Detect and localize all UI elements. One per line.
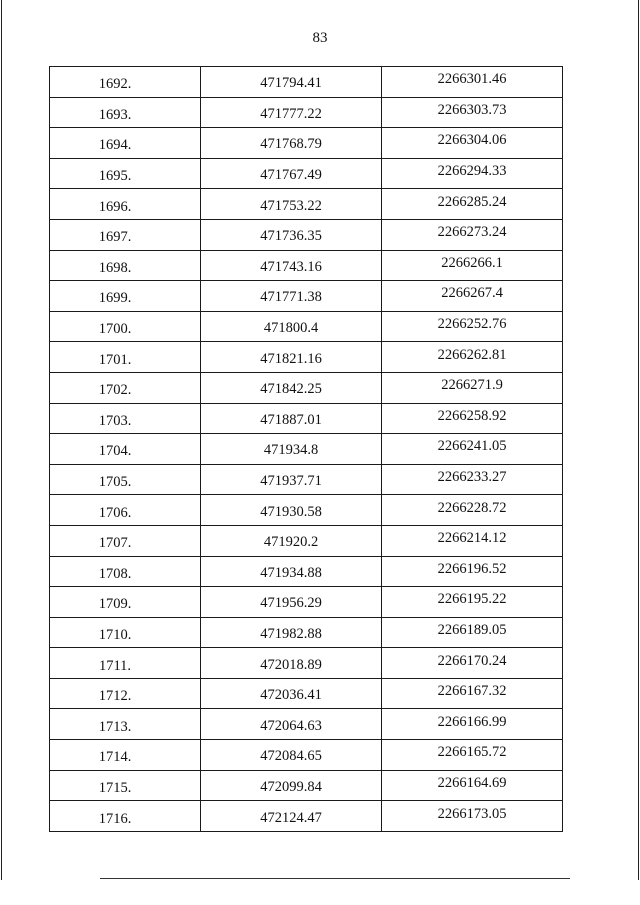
point-number-cell [50, 281, 201, 312]
y-coordinate-value: 2266233.27 [437, 469, 507, 486]
point-number-cell [50, 740, 201, 771]
y-coordinate-cell [382, 770, 563, 801]
x-coordinate-cell [201, 648, 382, 679]
table-row [50, 372, 563, 403]
y-coordinate-cell [382, 709, 563, 740]
table-row [50, 525, 563, 556]
y-coordinate-cell [382, 97, 563, 128]
y-coordinate-cell [382, 189, 563, 220]
x-coordinate-value: 471794.41 [260, 75, 322, 92]
table-row [50, 158, 563, 189]
point-number-value: 1692. [98, 76, 132, 93]
point-number-cell [50, 372, 201, 403]
y-coordinate-value: 2266301.46 [437, 71, 507, 88]
x-coordinate-value: 471753.22 [260, 197, 322, 214]
x-coordinate-value: 471842.25 [260, 381, 322, 398]
x-coordinate-cell [201, 587, 382, 618]
y-coordinate-cell [382, 372, 563, 403]
point-number-value: 1703. [98, 412, 132, 429]
y-coordinate-cell [382, 617, 563, 648]
table-row [50, 801, 563, 832]
x-coordinate-cell [201, 67, 382, 98]
table-row [50, 648, 563, 679]
table-row [50, 617, 563, 648]
y-coordinate-cell [382, 434, 563, 465]
point-number-cell [50, 525, 201, 556]
point-number-cell [50, 311, 201, 342]
y-coordinate-value: 2266164.69 [437, 774, 507, 791]
point-number-value: 1711. [98, 657, 132, 674]
table-row [50, 97, 563, 128]
x-coordinate-value: 471930.58 [260, 503, 322, 520]
y-coordinate-value: 2266304.06 [437, 132, 507, 149]
table-row [50, 189, 563, 220]
x-coordinate-cell [201, 740, 382, 771]
x-coordinate-cell [201, 525, 382, 556]
point-number-value: 1706. [98, 504, 132, 521]
x-coordinate-value: 471937.71 [260, 473, 322, 490]
point-number-cell [50, 342, 201, 373]
x-coordinate-cell [201, 403, 382, 434]
x-coordinate-cell [201, 464, 382, 495]
y-coordinate-cell [382, 525, 563, 556]
x-coordinate-value: 471887.01 [260, 411, 322, 428]
point-number-value: 1704. [98, 443, 132, 460]
x-coordinate-cell [201, 434, 382, 465]
point-number-value: 1702. [98, 382, 132, 399]
table-row [50, 250, 563, 281]
point-number-value: 1705. [98, 474, 132, 491]
x-coordinate-cell [201, 372, 382, 403]
x-coordinate-cell [201, 97, 382, 128]
y-coordinate-cell [382, 678, 563, 709]
page-number: 83 [312, 30, 328, 46]
y-coordinate-cell [382, 464, 563, 495]
point-number-cell [50, 434, 201, 465]
y-coordinate-value: 2266266.1 [441, 254, 503, 271]
x-coordinate-value: 471777.22 [260, 105, 322, 122]
x-coordinate-cell [201, 342, 382, 373]
page-border-right [638, 0, 639, 880]
x-coordinate-value: 471767.49 [260, 167, 322, 184]
point-number-value: 1710. [98, 626, 132, 643]
x-coordinate-value: 471956.29 [260, 595, 322, 612]
point-number-cell [50, 801, 201, 832]
y-coordinate-cell [382, 281, 563, 312]
y-coordinate-cell [382, 311, 563, 342]
y-coordinate-value: 2266262.81 [437, 346, 507, 363]
point-number-value: 1698. [98, 259, 132, 276]
y-coordinate-value: 2266228.72 [437, 499, 507, 516]
x-coordinate-value: 471800.4 [263, 320, 319, 337]
x-coordinate-cell [201, 495, 382, 526]
table-row [50, 556, 563, 587]
table-row [50, 709, 563, 740]
point-number-cell [50, 97, 201, 128]
y-coordinate-cell [382, 342, 563, 373]
y-coordinate-value: 2266196.52 [437, 560, 507, 577]
page-border-left [1, 0, 2, 880]
y-coordinate-value: 2266195.22 [437, 591, 507, 608]
point-number-cell [50, 189, 201, 220]
x-coordinate-value: 472124.47 [260, 809, 322, 826]
point-number-cell [50, 495, 201, 526]
point-number-cell [50, 464, 201, 495]
x-coordinate-value: 472018.89 [260, 656, 322, 673]
x-coordinate-value: 471768.79 [260, 136, 322, 153]
y-coordinate-cell [382, 219, 563, 250]
point-number-value: 1712. [98, 688, 132, 705]
table-row [50, 403, 563, 434]
point-number-cell [50, 678, 201, 709]
y-coordinate-value: 2266285.24 [437, 193, 507, 210]
x-coordinate-value: 472064.63 [260, 717, 322, 734]
x-coordinate-cell [201, 709, 382, 740]
y-coordinate-cell [382, 67, 563, 98]
x-coordinate-value: 471982.88 [260, 625, 322, 642]
y-coordinate-value: 2266252.76 [437, 316, 507, 333]
x-coordinate-cell [201, 801, 382, 832]
table-row [50, 678, 563, 709]
table-row [50, 434, 563, 465]
y-coordinate-value: 2266258.92 [437, 407, 507, 424]
point-number-cell [50, 219, 201, 250]
x-coordinate-value: 471934.88 [260, 564, 322, 581]
y-coordinate-value: 2266167.32 [437, 683, 507, 700]
table-row [50, 464, 563, 495]
point-number-value: 1701. [98, 351, 132, 368]
x-coordinate-value: 471736.35 [260, 228, 322, 245]
point-number-value: 1716. [98, 810, 132, 827]
x-coordinate-cell [201, 556, 382, 587]
point-number-value: 1695. [98, 168, 132, 185]
y-coordinate-value: 2266241.05 [437, 438, 507, 455]
x-coordinate-value: 471934.8 [263, 442, 319, 459]
x-coordinate-value: 472084.65 [260, 748, 322, 765]
table-row [50, 311, 563, 342]
point-number-value: 1713. [98, 718, 132, 735]
coordinates-table [49, 66, 563, 832]
y-coordinate-value: 2266273.24 [437, 224, 507, 241]
y-coordinate-cell [382, 250, 563, 281]
x-coordinate-value: 471920.2 [263, 534, 319, 551]
x-coordinate-cell [201, 311, 382, 342]
y-coordinate-cell [382, 587, 563, 618]
x-coordinate-value: 471771.38 [260, 289, 322, 306]
x-coordinate-cell [201, 158, 382, 189]
table-row [50, 281, 563, 312]
y-coordinate-value: 2266170.24 [437, 652, 507, 669]
y-coordinate-value: 2266303.73 [437, 101, 507, 118]
y-coordinate-value: 2266214.12 [437, 530, 507, 547]
point-number-cell [50, 617, 201, 648]
point-number-value: 1699. [98, 290, 132, 307]
point-number-cell [50, 770, 201, 801]
x-coordinate-cell [201, 617, 382, 648]
y-coordinate-cell [382, 740, 563, 771]
y-coordinate-cell [382, 128, 563, 159]
point-number-cell [50, 709, 201, 740]
y-coordinate-cell [382, 158, 563, 189]
table-row [50, 128, 563, 159]
table-row [50, 342, 563, 373]
x-coordinate-cell [201, 678, 382, 709]
point-number-value: 1693. [98, 106, 132, 123]
x-coordinate-cell [201, 250, 382, 281]
point-number-value: 1700. [98, 321, 132, 338]
y-coordinate-value: 2266173.05 [437, 805, 507, 822]
y-coordinate-cell [382, 648, 563, 679]
y-coordinate-value: 2266271.9 [441, 377, 503, 394]
y-coordinate-value: 2266294.33 [437, 163, 507, 180]
table-row [50, 740, 563, 771]
point-number-value: 1707. [98, 535, 132, 552]
point-number-cell [50, 587, 201, 618]
x-coordinate-value: 471743.16 [260, 258, 322, 275]
y-coordinate-cell [382, 801, 563, 832]
page-border-bottom [100, 878, 570, 879]
x-coordinate-value: 472036.41 [260, 687, 322, 704]
x-coordinate-cell [201, 219, 382, 250]
table-row [50, 219, 563, 250]
table-row [50, 495, 563, 526]
y-coordinate-value: 2266189.05 [437, 621, 507, 638]
point-number-value: 1697. [98, 229, 132, 246]
x-coordinate-cell [201, 189, 382, 220]
table-row [50, 770, 563, 801]
table-row [50, 587, 563, 618]
point-number-value: 1694. [98, 137, 132, 154]
point-number-value: 1696. [98, 198, 132, 215]
point-number-value: 1715. [98, 779, 132, 796]
y-coordinate-value: 2266165.72 [437, 744, 507, 761]
point-number-cell [50, 250, 201, 281]
table-row [50, 67, 563, 98]
point-number-cell [50, 556, 201, 587]
point-number-cell [50, 648, 201, 679]
point-number-value: 1708. [98, 565, 132, 582]
x-coordinate-cell [201, 281, 382, 312]
x-coordinate-value: 472099.84 [260, 778, 322, 795]
point-number-value: 1714. [98, 749, 132, 766]
x-coordinate-cell [201, 770, 382, 801]
y-coordinate-cell [382, 403, 563, 434]
point-number-value: 1709. [98, 596, 132, 613]
y-coordinate-value: 2266166.99 [437, 713, 507, 730]
x-coordinate-value: 471821.16 [260, 350, 322, 367]
y-coordinate-value: 2266267.4 [441, 285, 503, 302]
point-number-cell [50, 67, 201, 98]
y-coordinate-cell [382, 495, 563, 526]
point-number-cell [50, 158, 201, 189]
y-coordinate-cell [382, 556, 563, 587]
x-coordinate-cell [201, 128, 382, 159]
point-number-cell [50, 403, 201, 434]
point-number-cell [50, 128, 201, 159]
